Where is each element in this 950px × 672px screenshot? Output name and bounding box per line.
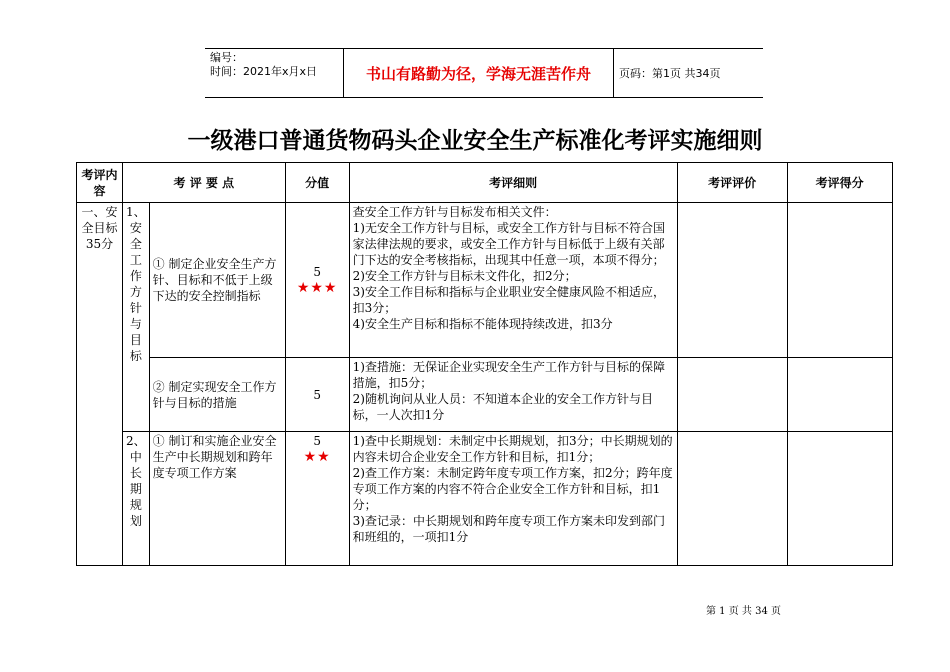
document-title: 一级港口普通货物码头企业安全生产标准化考评实施细则: [187, 127, 763, 154]
motto: 书山有路勤为径，学海无涯苦作舟: [343, 49, 614, 97]
header-details: 考评细则: [349, 163, 677, 203]
score-value: 5: [313, 387, 321, 402]
evaluation-cell: [677, 358, 787, 432]
detail-line: 3)查记录：中长期规划和跨年度专项工作方案未印发到部门和班组的，一项扣1分: [352, 514, 665, 544]
header-result: 考评得分: [787, 163, 892, 203]
detail-line: 1)查措施：无保证企业实现安全生产工作方针与目标的保障措施，扣5分；: [352, 360, 665, 390]
page-footer: 第 1 页 共 34 页: [706, 606, 781, 617]
detail-cell: [349, 432, 677, 566]
point-cell: ① 制订和实施企业安全生产中长期规划和跨年度专项工作方案: [149, 432, 285, 566]
evaluation-cell: [677, 432, 787, 566]
detail-line: 1)无安全工作方针与目标，或安全工作方针与目标不符合国家法律法规的要求，或安全工作方针与目标低于上级有关部门下达的安全考核指标，出现其中任意一项，本项不得分；: [352, 221, 665, 267]
table-row: [77, 432, 893, 566]
evaluation-cell: [677, 203, 787, 358]
section-cell: 一、安全目标35分: [77, 203, 123, 566]
result-cell: [787, 432, 892, 566]
header-content: 考评内容: [77, 163, 123, 203]
point-cell: ② 制定实现安全工作方针与目标的措施: [149, 358, 285, 432]
detail-line: 3)安全工作目标和指标与企业职业安全健康风险不相适应，扣3分；: [352, 285, 665, 315]
page-info: 页码：第1页 共34页: [619, 67, 721, 80]
result-cell: [787, 203, 892, 358]
table-header-row: [77, 163, 893, 203]
score-cell: [285, 358, 349, 432]
point-cell: ① 制定企业安全生产方针、目标和不低于上级下达的安全控制指标: [149, 203, 285, 358]
evaluation-table: [76, 162, 893, 566]
document-header: [205, 48, 763, 98]
star-rating: ★★: [303, 449, 331, 465]
detail-line: 2)查工作方案：未制定跨年度专项工作方案，扣2分；跨年度专项工作方案的内容不符合企业安全工作方针和目标，扣1分；: [352, 466, 673, 512]
star-rating: ★★★: [296, 280, 338, 296]
header-meta: [210, 51, 317, 79]
detail-cell: [349, 203, 677, 358]
table-row: [77, 203, 893, 358]
group-label-2: 2、中长期规划: [123, 432, 150, 566]
result-cell: [787, 358, 892, 432]
header-score: 分值: [285, 163, 349, 203]
detail-line: 4)安全生产目标和指标不能体现持续改进，扣3分: [352, 317, 613, 331]
header-points: 考 评 要 点: [123, 163, 286, 203]
table-row: [77, 358, 893, 432]
score-cell: [285, 203, 349, 358]
number-label: 编号：: [210, 51, 243, 64]
detail-line: 查安全工作方针与目标发布相关文件：: [352, 205, 557, 219]
header-evaluation: 考评评价: [677, 163, 787, 203]
detail-cell: [349, 358, 677, 432]
detail-line: 2)随机询问从业人员：不知道本企业的安全工作方针与目标，一人次扣1分: [352, 392, 653, 422]
score-value: 5: [313, 434, 321, 448]
group-label-1: 1、安全工作方针与目标: [123, 203, 150, 432]
time-label: 时间：2021年x月x日: [210, 65, 318, 78]
detail-line: 1)查中长期规划：未制定中长期规划，扣3分；中长期规划的内容未切合企业安全工作方针和目标，扣1分；: [352, 434, 673, 464]
score-cell: [285, 432, 349, 566]
detail-line: 2)安全工作方针与目标未文件化，扣2分；: [352, 269, 577, 283]
score-value: 5: [313, 265, 321, 279]
